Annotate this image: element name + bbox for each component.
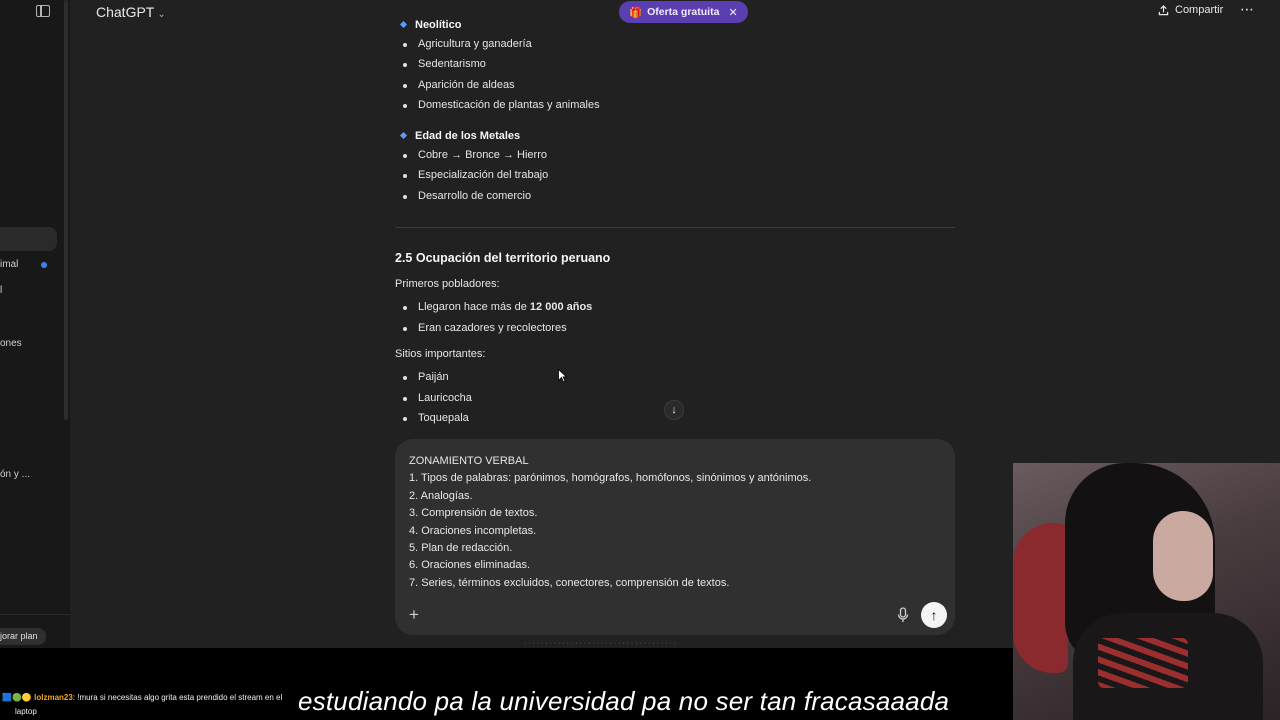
list-item: Agricultura y ganadería — [418, 38, 532, 50]
section-heading: Neolítico — [401, 19, 461, 31]
list-item: Aparición de aldeas — [418, 79, 515, 91]
arrow-up-icon: ↑ — [930, 607, 938, 623]
section-heading: Edad de los Metales — [401, 130, 520, 142]
share-icon — [1158, 5, 1169, 16]
sidebar-item[interactable]: ones — [0, 338, 22, 349]
list-item: Especialización del trabajo — [418, 169, 549, 181]
offer-label: Oferta gratuita — [647, 6, 720, 18]
share-button[interactable] — [1158, 4, 1223, 16]
chevron-down-icon: ⌄ — [157, 9, 166, 20]
list-item: Sedentarismo — [418, 58, 486, 70]
model-selector[interactable] — [96, 4, 166, 20]
list-item: Lauricocha — [418, 392, 472, 404]
list-item: Llegaron hace más de 12 000 años — [418, 301, 593, 313]
gift-icon: 🎁 — [629, 6, 643, 19]
chat-username: lolzman23 — [34, 693, 73, 702]
close-icon[interactable]: ✕ — [728, 6, 738, 19]
sidebar-toggle-icon[interactable] — [36, 5, 50, 17]
sidebar-item[interactable]: l — [0, 285, 3, 296]
paragraph: Sitios importantes: — [395, 348, 486, 360]
free-offer-pill[interactable] — [619, 1, 748, 23]
mouse-cursor-icon — [558, 369, 567, 383]
sidebar-active-item[interactable] — [0, 227, 57, 251]
list-item: Domesticación de plantas y animales — [418, 99, 600, 111]
message-composer[interactable] — [395, 439, 955, 635]
upgrade-plan-button[interactable]: jorar plan — [0, 628, 46, 645]
list-item: Desarrollo de comercio — [418, 190, 532, 202]
stream-chat-message — [2, 693, 282, 702]
section-divider — [395, 227, 955, 228]
send-button[interactable] — [921, 602, 947, 628]
list-item: Toquepala — [418, 412, 469, 424]
chat-badges-icon: 🟦🟢🟡 — [2, 693, 32, 702]
sidebar — [0, 0, 70, 648]
share-label: Compartir — [1175, 4, 1224, 16]
webcam-overlay — [1013, 463, 1280, 720]
list-item: Cobre → Bronce → Hierro — [418, 149, 547, 161]
sidebar-scrollbar[interactable] — [64, 0, 68, 420]
arrow-down-icon: ↓ — [671, 404, 677, 416]
stream-chat-message-continued: laptop — [15, 707, 37, 716]
list-item: Paiján — [418, 371, 449, 383]
unread-dot-icon — [41, 262, 47, 268]
add-attachment-icon[interactable]: + — [409, 605, 419, 624]
sidebar-item[interactable]: imal — [0, 259, 19, 270]
footer-hint-icon: · · · · · · · · · · · · · · · · · · · · · · · · · · · · · · · · · · · · — [524, 640, 676, 647]
section-title: 2.5 Ocupación del territorio peruano — [395, 251, 611, 265]
more-options-icon[interactable]: ⋯ — [1240, 1, 1255, 17]
composer-input[interactable]: ZONAMIENTO VERBAL 1. Tipos de palabras: parónimos, homógrafos, homófonos, sinónimos y antónimos. 2. Analogías. 3. Comprensión de textos. 4. Oraciones incompletas. 5. Plan de redacción. 6. Oraciones eliminadas. 7. Series, términos excluidos, conectores, comprensión de textos. — [409, 455, 812, 589]
chat-text: : !mura si necesitas algo grita esta prendido el stream en el — [72, 693, 283, 702]
diamond-bullet-icon — [400, 21, 407, 28]
sidebar-item[interactable]: ón y ... — [0, 469, 31, 480]
list-item: Eran cazadores y recolectores — [418, 322, 567, 334]
scroll-to-bottom-button[interactable] — [664, 400, 684, 420]
brand-title: ChatGPT — [96, 4, 155, 20]
diamond-bullet-icon — [400, 132, 407, 139]
stream-caption: estudiando pa la universidad pa no ser tan fracasaaada — [298, 686, 950, 716]
paragraph: Primeros pobladores: — [395, 278, 500, 290]
sidebar-divider — [0, 614, 70, 615]
microphone-icon[interactable] — [897, 607, 909, 623]
